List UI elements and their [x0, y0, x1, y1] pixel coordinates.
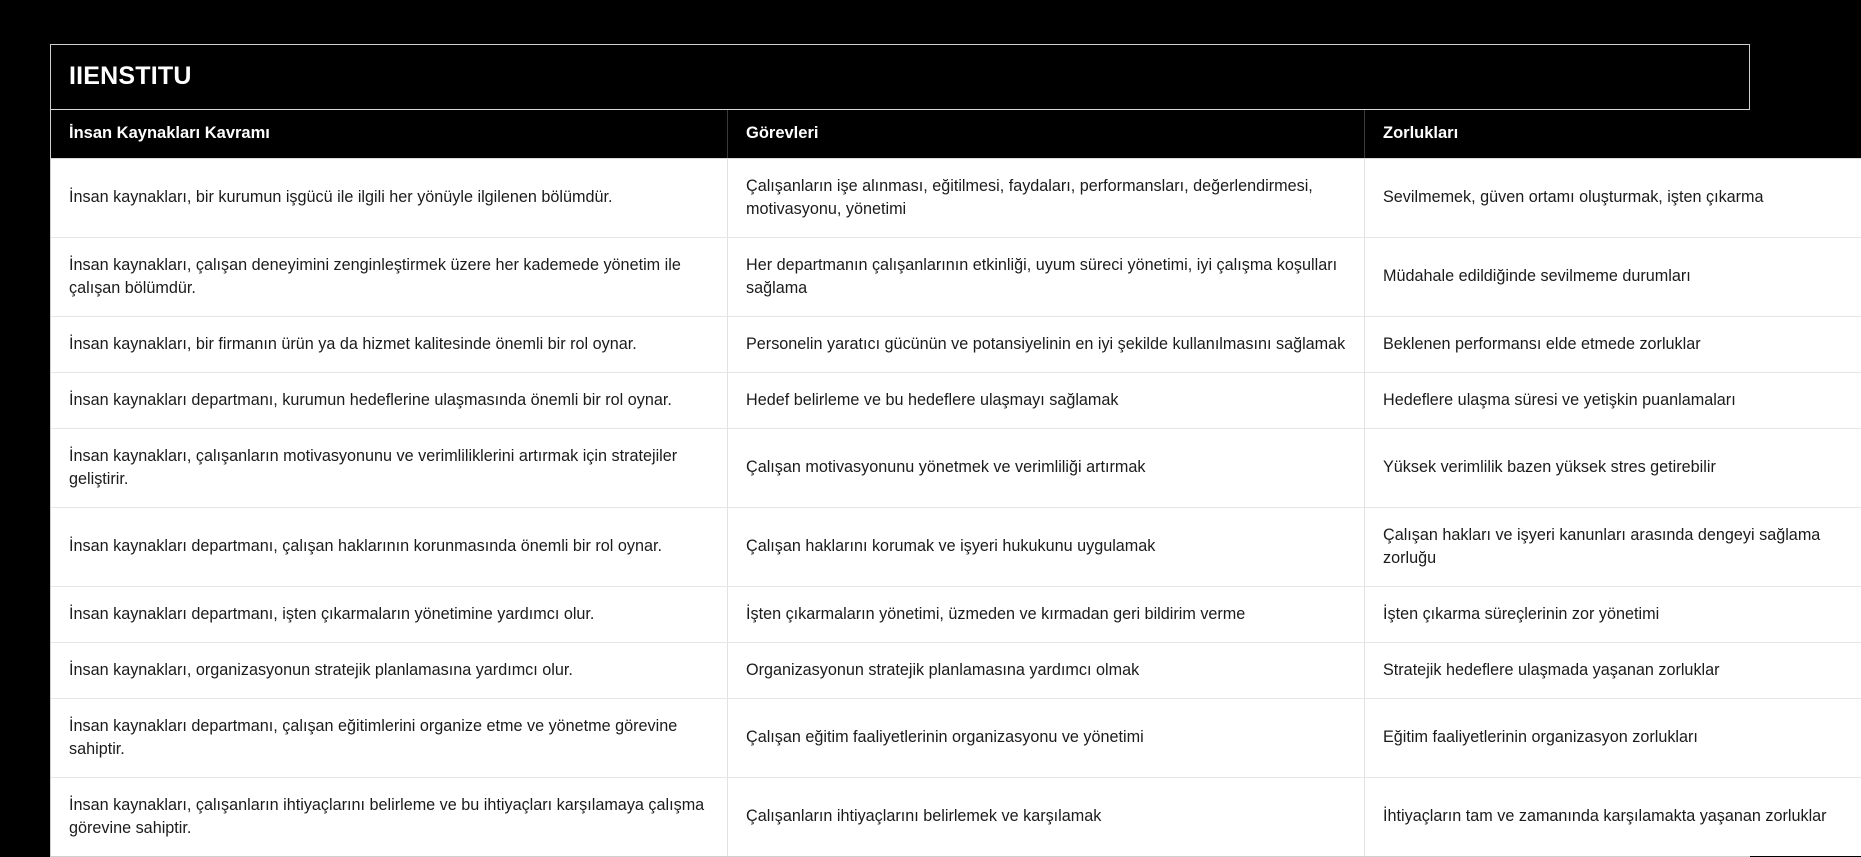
cell-gorev: Her departmanın çalışanlarının etkinliği, uyum süreci yönetimi, iyi çalışma koşulları sağlama: [728, 237, 1365, 316]
table-row: [51, 777, 1861, 856]
cell-gorev: Çalışanların işe alınması, eğitilmesi, faydaları, performansları, değerlendirmesi, motivasyonu, yönetimi: [728, 158, 1365, 237]
column-header-gorevleri: Görevleri: [728, 110, 1365, 159]
cell-kavram: İnsan kaynakları, çalışanların ihtiyaçlarını belirleme ve bu ihtiyaçları karşılamaya çalışma görevine sahiptir.: [51, 777, 728, 856]
cell-kavram: İnsan kaynakları, çalışan deneyimini zenginleştirmek üzere her kademede yönetim ile çalışan bölümdür.: [51, 237, 728, 316]
cell-kavram: İnsan kaynakları departmanı, çalışan eğitimlerini organize etme ve yönetme görevine sahiptir.: [51, 698, 728, 777]
table-row: [51, 507, 1861, 586]
table-row: [51, 158, 1861, 237]
cell-kavram: İnsan kaynakları, bir firmanın ürün ya da hizmet kalitesinde önemli bir rol oynar.: [51, 316, 728, 372]
table-header: [51, 110, 1861, 159]
cell-kavram: İnsan kaynakları departmanı, işten çıkarmaların yönetimine yardımcı olur.: [51, 586, 728, 642]
cell-gorev: Çalışan motivasyonunu yönetmek ve verimliliği artırmak: [728, 428, 1365, 507]
cell-zorluk: Yüksek verimlilik bazen yüksek stres getirebilir: [1365, 428, 1861, 507]
column-header-zorluklari: Zorlukları: [1365, 110, 1861, 159]
cell-kavram: İnsan kaynakları, organizasyonun stratejik planlamasına yardımcı olur.: [51, 642, 728, 698]
hr-comparison-table: [51, 110, 1861, 856]
cell-zorluk: Stratejik hedeflere ulaşmada yaşanan zorluklar: [1365, 642, 1861, 698]
cell-gorev: Çalışan haklarını korumak ve işyeri hukukunu uygulamak: [728, 507, 1365, 586]
table-row: [51, 316, 1861, 372]
cell-kavram: İnsan kaynakları, bir kurumun işgücü ile ilgili her yönüyle ilgilenen bölümdür.: [51, 158, 728, 237]
cell-gorev: Personelin yaratıcı gücünün ve potansiyelinin en iyi şekilde kullanılmasını sağlamak: [728, 316, 1365, 372]
table-row: [51, 372, 1861, 428]
cell-zorluk: İhtiyaçların tam ve zamanında karşılamakta yaşanan zorluklar: [1365, 777, 1861, 856]
table-body: [51, 158, 1861, 856]
cell-zorluk: Çalışan hakları ve işyeri kanunları arasında dengeyi sağlama zorluğu: [1365, 507, 1861, 586]
cell-zorluk: Hedeflere ulaşma süresi ve yetişkin puanlamaları: [1365, 372, 1861, 428]
cell-kavram: İnsan kaynakları departmanı, çalışan haklarının korunmasında önemli bir rol oynar.: [51, 507, 728, 586]
hr-table-card: [50, 44, 1750, 857]
table-row: [51, 237, 1861, 316]
cell-gorev: Çalışan eğitim faaliyetlerinin organizasyonu ve yönetimi: [728, 698, 1365, 777]
cell-gorev: Organizasyonun stratejik planlamasına yardımcı olmak: [728, 642, 1365, 698]
brand-bar: [51, 45, 1749, 110]
cell-zorluk: Müdahale edildiğinde sevilmeme durumları: [1365, 237, 1861, 316]
cell-zorluk: Sevilmemek, güven ortamı oluşturmak, işten çıkarma: [1365, 158, 1861, 237]
cell-gorev: Hedef belirleme ve bu hedeflere ulaşmayı sağlamak: [728, 372, 1365, 428]
cell-gorev: İşten çıkarmaların yönetimi, üzmeden ve kırmadan geri bildirim verme: [728, 586, 1365, 642]
table-row: [51, 586, 1861, 642]
table-row: [51, 428, 1861, 507]
cell-kavram: İnsan kaynakları, çalışanların motivasyonunu ve verimliliklerini artırmak için stratejiler geliştirir.: [51, 428, 728, 507]
cell-zorluk: Beklenen performansı elde etmede zorluklar: [1365, 316, 1861, 372]
cell-kavram: İnsan kaynakları departmanı, kurumun hedeflerine ulaşmasında önemli bir rol oynar.: [51, 372, 728, 428]
table-row: [51, 698, 1861, 777]
column-header-kavram: İnsan Kaynakları Kavramı: [51, 110, 728, 159]
cell-zorluk: İşten çıkarma süreçlerinin zor yönetimi: [1365, 586, 1861, 642]
table-row: [51, 642, 1861, 698]
cell-zorluk: Eğitim faaliyetlerinin organizasyon zorlukları: [1365, 698, 1861, 777]
table-header-row: [51, 110, 1861, 159]
brand-title: IIENSTITU: [69, 63, 1749, 91]
cell-gorev: Çalışanların ihtiyaçlarını belirlemek ve karşılamak: [728, 777, 1365, 856]
